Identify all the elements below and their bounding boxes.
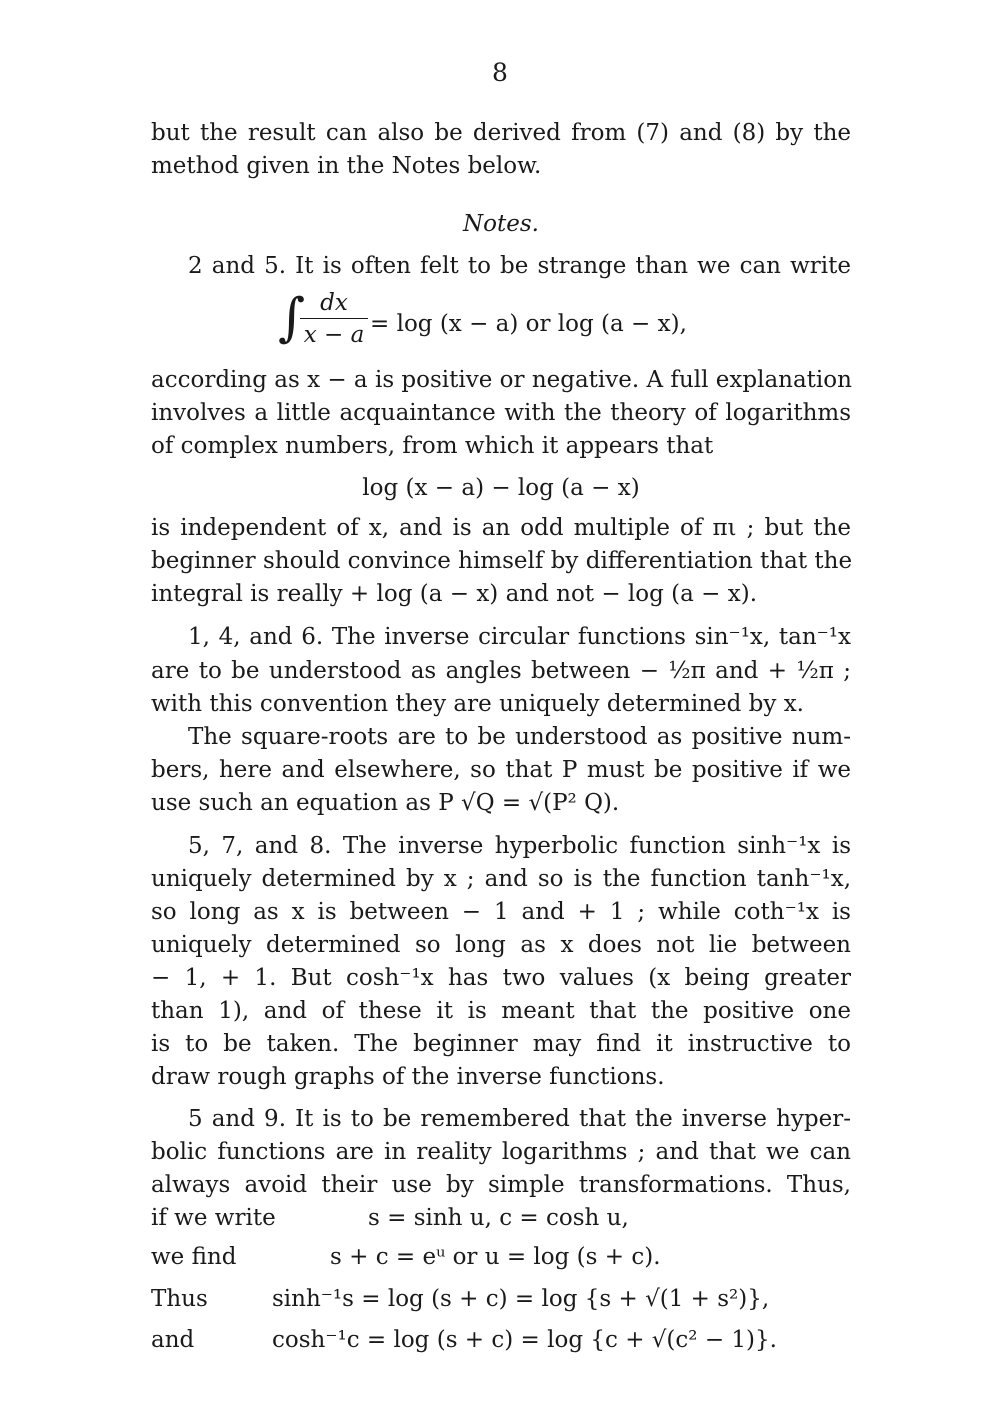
fraction	[300, 288, 368, 349]
text-line: use such an equation as P √Q = √(P² Q).	[151, 790, 620, 816]
text-line: 5, 7, and 8. The inverse hyperbolic function sinh⁻¹x is	[188, 833, 851, 859]
text-line: is independent of x, and is an odd multiple of πι ; but the	[151, 515, 851, 541]
text-line: uniquely determined so long as x does not lie between	[151, 932, 851, 958]
text-line: but the result can also be derived from (7) and (8) by the	[151, 120, 851, 146]
text-line: bers, here and elsewhere, so that P must be positive if we	[151, 757, 851, 783]
integral-sign: ∫	[278, 288, 306, 348]
equation: s + c = eᵘ or u = log (s + c).	[330, 1244, 661, 1270]
text-line: 5 and 9. It is to be remembered that the inverse hyper-	[188, 1106, 851, 1132]
text-line: are to be understood as angles between − ½π and + ½π ;	[151, 658, 851, 684]
text-line: according as x − a is positive or negative. A full explanation	[151, 367, 852, 393]
equation-label: if we write	[151, 1205, 276, 1231]
page-number: 8	[492, 58, 508, 87]
text-line: involves a little acquaintance with the theory of logarithms	[151, 400, 851, 426]
text-line: 1, 4, and 6. The inverse circular functions sin⁻¹x, tan⁻¹x	[188, 624, 851, 650]
text-line: bolic functions are in reality logarithms ; and that we can	[151, 1139, 851, 1165]
text-line: The square-roots are to be understood as positive num-	[188, 724, 851, 750]
text-line: method given in the Notes below.	[151, 153, 542, 179]
text-line: beginner should convince himself by differentiation that the	[151, 548, 853, 574]
equation: s = sinh u, c = cosh u,	[368, 1205, 629, 1231]
text-line: than 1), and of these it is meant that the positive one	[151, 998, 851, 1024]
equation: cosh⁻¹c = log (s + c) = log {c + √(c² − 1)}.	[272, 1327, 777, 1353]
text-line: always avoid their use by simple transformations. Thus,	[151, 1172, 851, 1198]
equation-label: Thus	[151, 1286, 208, 1312]
text-line: so long as x is between − 1 and + 1 ; while coth⁻¹x is	[151, 899, 851, 925]
formula-line: log (x − a) − log (a − x)	[362, 475, 640, 501]
integral-result: = log (x − a) or log (a − x),	[370, 311, 687, 337]
equation-label: and	[151, 1327, 195, 1353]
text-line: draw rough graphs of the inverse functions.	[151, 1064, 665, 1090]
equation: sinh⁻¹s = log (s + c) = log {s + √(1 + s²)},	[272, 1286, 770, 1312]
text-line: 2 and 5. It is often felt to be strange than we can write	[188, 253, 851, 279]
text-line: is to be taken. The beginner may find it instructive to	[151, 1031, 851, 1057]
text-line: uniquely determined by x ; and so is the function tanh⁻¹x,	[151, 866, 851, 892]
fraction-denominator: x − a	[303, 322, 365, 348]
text-line: − 1, + 1. But cosh⁻¹x has two values (x being greater	[151, 965, 851, 991]
equation-label: we find	[151, 1244, 237, 1270]
notes-heading: Notes.	[463, 211, 539, 237]
text-line: of complex numbers, from which it appears that	[151, 433, 714, 459]
text-line: integral is really + log (a − x) and not − log (a − x).	[151, 581, 758, 607]
fraction-numerator: dx	[300, 288, 368, 319]
text-line: with this convention they are uniquely determined by x.	[151, 691, 804, 717]
